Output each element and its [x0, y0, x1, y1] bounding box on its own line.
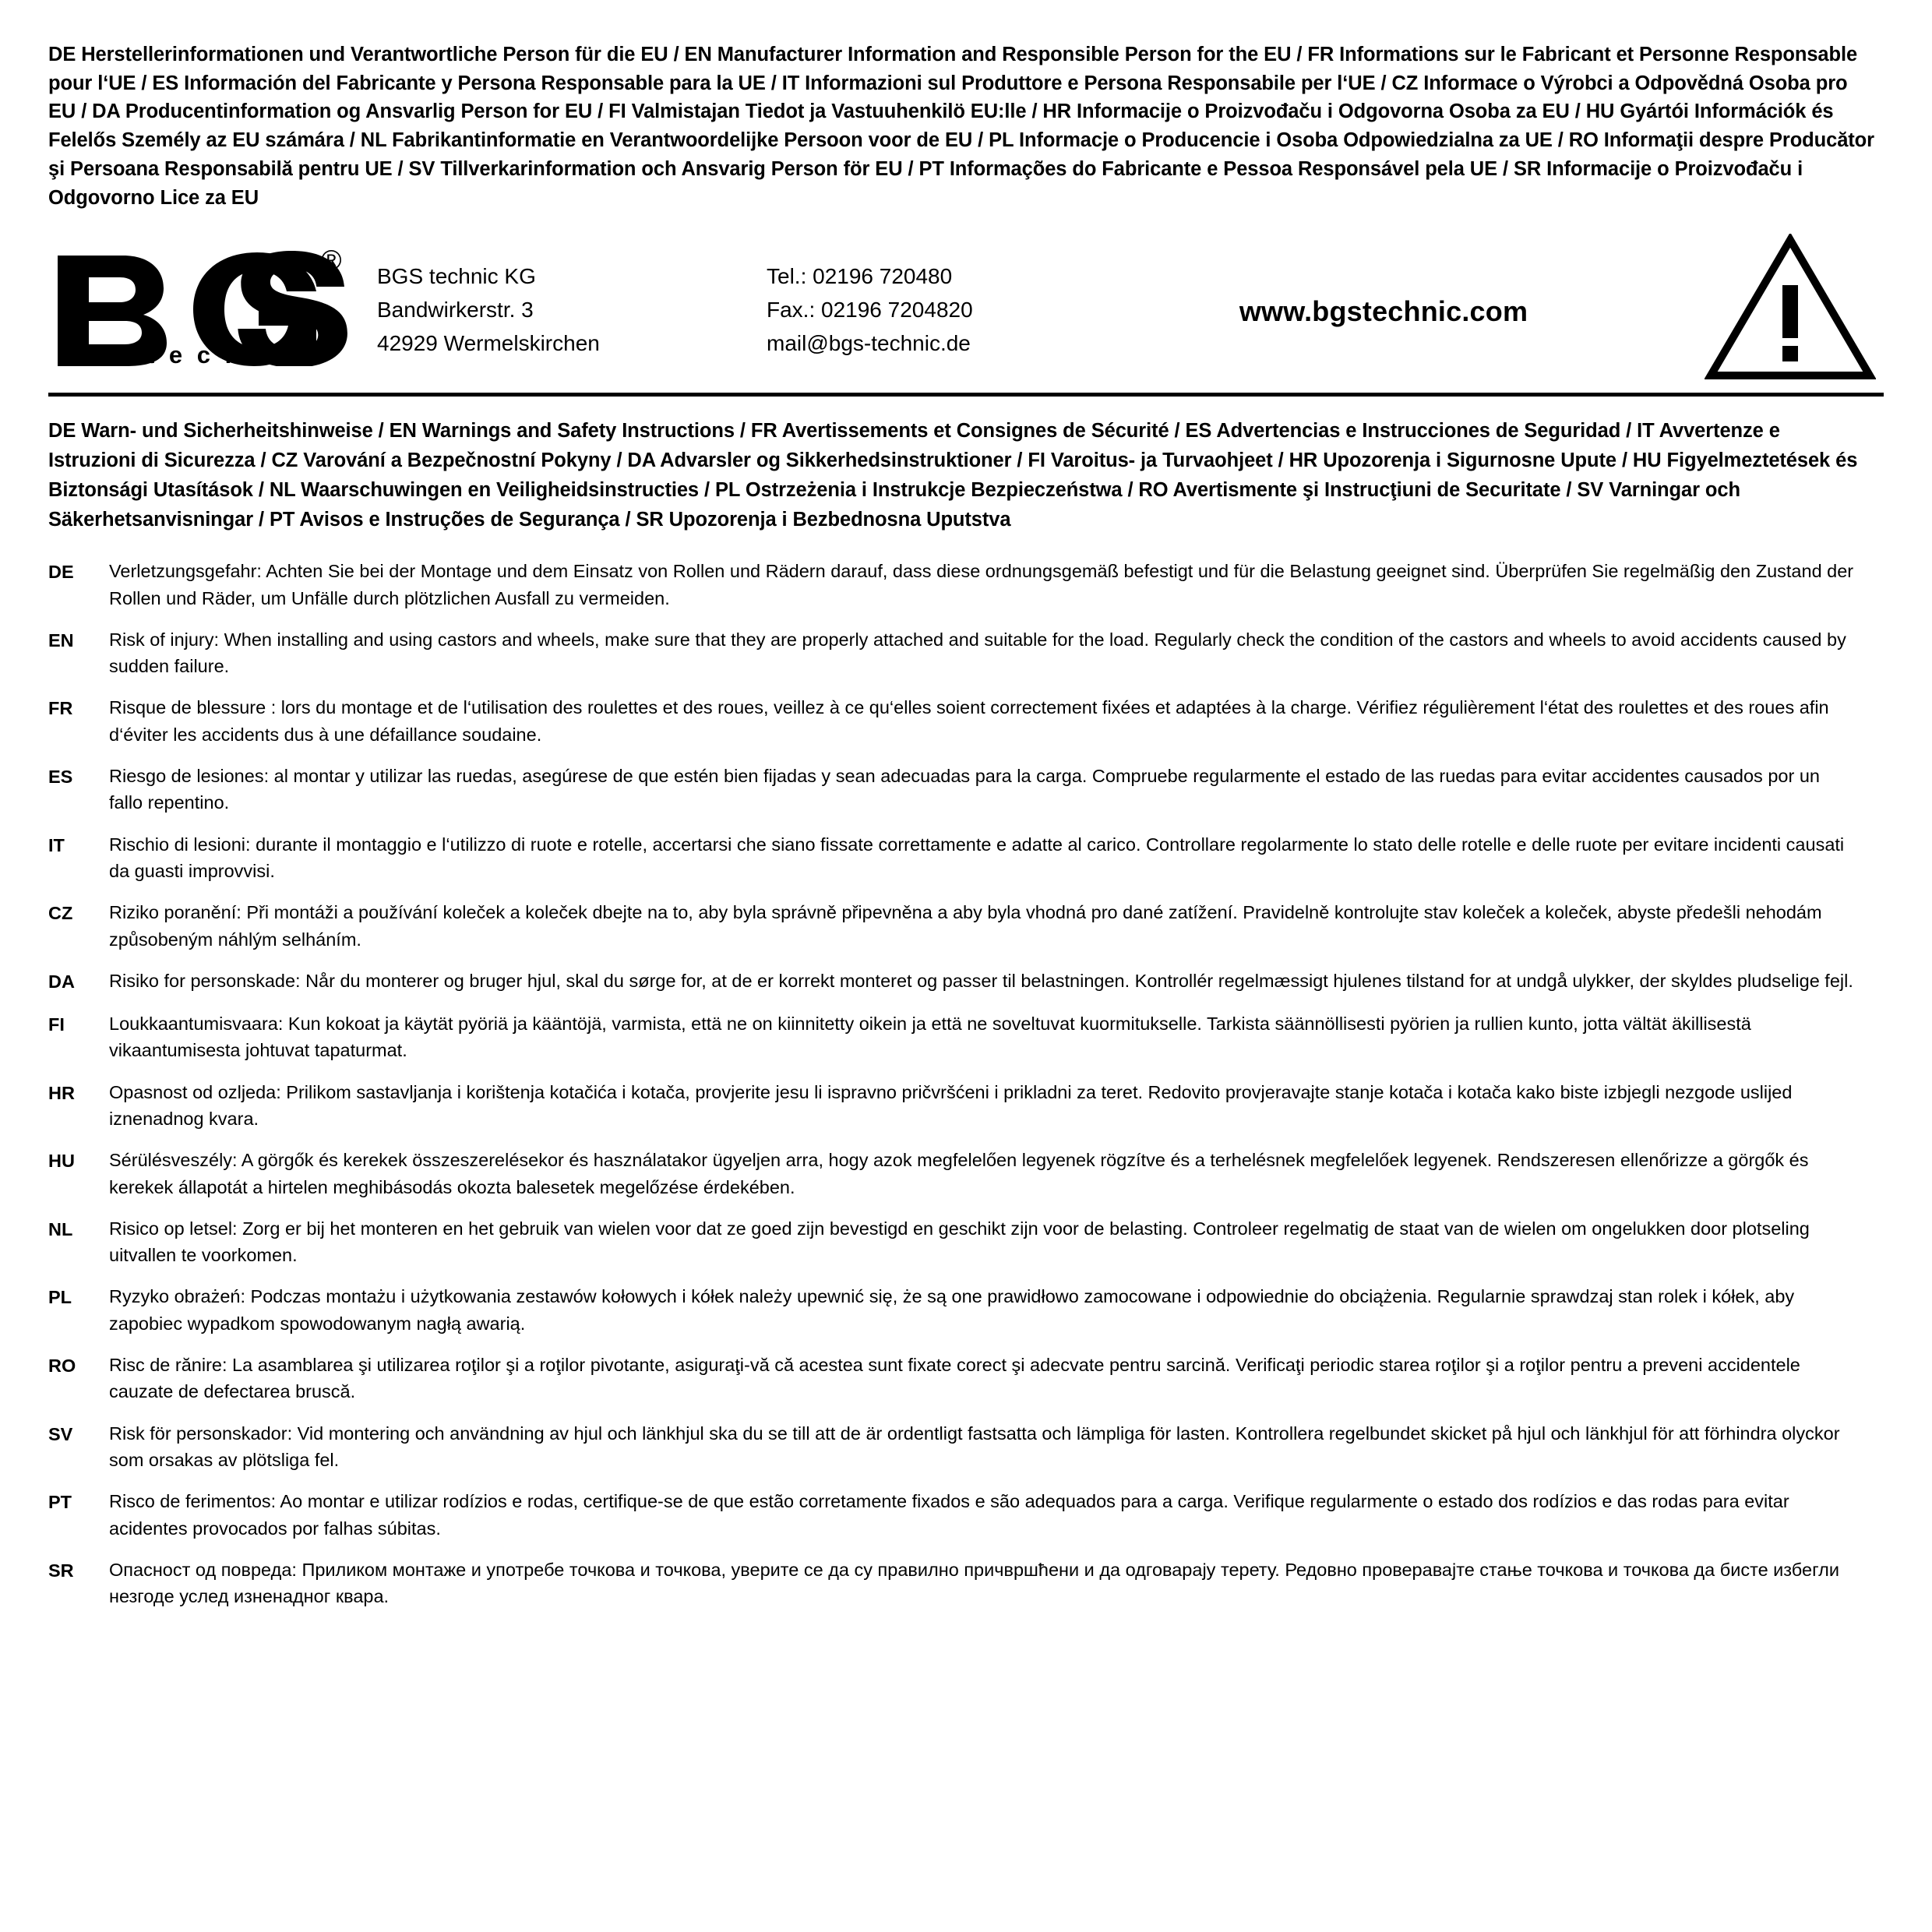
language-text: Riziko poranění: Při montáži a používání koleček a koleček dbejte na to, aby byla správně připevněna a aby byla vhodná pro dané zatížení. Pravidelně kontrolujte stav koleček a koleček, abyste předešli nehodám způsobeným náhlým selháním.	[109, 902, 1822, 950]
language-text: Risc de rănire: La asamblarea şi utilizarea roţilor şi a roţilor pivotante, asiguraţi-vă că acestea sunt fixate corect şi adecvate pentru sarcină. Verificaţi periodic starea roţilor şi a roţilor pentru a preveni accidentele cauzate de defectarea bruscă.	[109, 1355, 1800, 1402]
language-code: PT	[48, 1492, 72, 1513]
company-name: BGS technic KG	[377, 264, 536, 289]
list-item	[48, 1557, 1884, 1610]
company-fax: Fax.: 02196 7204820	[767, 298, 973, 323]
language-code: SR	[48, 1560, 74, 1581]
warnings-safety-heading: DE Warn- und Sicherheitshinweise / EN Warnings and Safety Instructions / FR Avertissements et Consignes de Sécurité / ES Advertencias e Instrucciones de Seguridad / IT Avvertenze e Istruzioni di Sicurezza / CZ Varování a Bezpečnostní Pokyny / DA Advarsler og Sikkerhedsinstruktioner / FI Varoitus- ja Turvaohjeet / HR Upozorenja i Sigurnosne Upute / HU Figyelmeztetések és Biztonsági Utasítások / NL Waarschuwingen en Veiligheidsinstructies / PL Ostrzeżenia i Instrukcje Bezpieczeństwa / RO Avertismente şi Instrucţiuni de Securitate / SV Varningar och Säkerhetsanvisningar / PT Avisos e Instruções de Segurança / SR Upozorenja i Bezbednosna Uputstva	[48, 420, 1858, 531]
language-text: Опасност од повреда: Приликом монтаже и употребе точкова и точкова, уверите се да су правилно причвршћени и да одговарају терету. Редовно проверавајте стање точкова и точкова да бисте избегли незгоде услед изненадног квара.	[109, 1559, 1839, 1607]
language-code: FI	[48, 1014, 65, 1035]
bgs-logo-graphic	[51, 249, 355, 366]
company-city: 42929 Wermelskirchen	[377, 330, 600, 355]
manufacturer-information-heading: DE Herstellerinformationen und Verantwortliche Person für die EU / EN Manufacturer Information and Responsible Person for the EU / FR Informations sur le Fabricant et Personne Responsable pour l‘UE / ES Información del Fabricante y Persona Responsable para la UE / IT Informazioni sul Produttore e Persona Responsabile per l‘UE / CZ Informace o Výrobci a Odpovědná Osoba pro EU / DA Producentinformation og Ansvarlig Person for EU / FI Valmistajan Tiedot ja Vastuuhenkilö EU:lle / HR Informacije o Proizvođaču i Odgovorna Osoba za EU / HU Gyártói Információk és Felelős Személy az EU számára / NL Fabrikantinformatie en Verantwoordelijke Persoon voor de EU / PL Informacje o Producencie i Osoba Odpowiedzialna za UE / RO Informaţii despre Producător şi Persoana Responsabilă pentru UE / SV Tillverkarinformation och Ansvarig Person för EU / PT Informações do Fabricante e Pessoa Responsável pela UE / SR Informacije o Proizvođaču i Odgovorno Lice za EU	[48, 44, 1874, 209]
language-text: Ryzyko obrażeń: Podczas montażu i użytkowania zestawów kołowych i kółek należy upewnić się, że są one prawidłowo zamocowane i odpowiednie do obciążenia. Regularnie sprawdzaj stan rolek i kółek, aby zapobiec wypadkom spowodowanym nagłą awarią.	[109, 1286, 1795, 1334]
language-code: ES	[48, 767, 73, 788]
language-code: PL	[48, 1287, 72, 1308]
language-text: Sérülésveszély: A görgők és kerekek összeszerelésekor és használatakor ügyeljen arra, hogy azok megfelelően legyenek rögzítve és a terhelésnek megfelelőek legyenek. Rendszeresen ellenőrizze a görgők és kerekek állapotát a hirtelen meghibásodás okozta balesetek megelőzése érdekében.	[109, 1150, 1809, 1197]
company-email[interactable]: mail@bgs-technic.de	[767, 330, 971, 355]
language-code: EN	[48, 629, 74, 650]
company-info-band	[48, 226, 1884, 390]
list-item	[48, 1010, 1884, 1064]
list-item	[48, 763, 1884, 816]
company-website[interactable]: www.bgstechnic.com	[1239, 295, 1528, 328]
language-code: HR	[48, 1082, 75, 1103]
list-item	[48, 1147, 1884, 1200]
list-item	[48, 626, 1884, 680]
language-text: Risiko for personskade: Når du monterer og bruger hjul, skal du sørge for, at de er korrekt monteret og passer til belastningen. Kontrollér regelmæssigt hjulenes tilstand for at undgå ulykker, der skyldes pludselige fejl.	[109, 970, 1853, 991]
list-item	[48, 558, 1884, 612]
language-code: RO	[48, 1356, 76, 1377]
language-code: HU	[48, 1151, 75, 1172]
company-street: Bandwirkerstr. 3	[377, 298, 534, 323]
language-text: Rischio di lesioni: durante il montaggio e l‘utilizzo di ruote e rotelle, accertarsi che siano fissate correttamente e adatte al carico. Controllare regolarmente lo stato delle rotelle e delle ruote per evitare incidenti causati da guasti improvvisi.	[109, 834, 1845, 881]
language-text: Verletzungsgefahr: Achten Sie bei der Montage und dem Einsatz von Rollen und Rädern darauf, dass diese ordnungsgemäß befestigt und für die Belastung geeignet sind. Überprüfen Sie regelmäßig den Zustand der Rollen und Räder, um Unfälle durch plötzlichen Ausfall zu vermeiden.	[109, 561, 1854, 608]
svg-text:®: ®	[321, 249, 342, 277]
list-item	[48, 1488, 1884, 1542]
list-item	[48, 1215, 1884, 1269]
list-item	[48, 1352, 1884, 1405]
language-text: Risk of injury: When installing and using castors and wheels, make sure that they are properly attached and suitable for the load. Regularly check the condition of the castors and wheels to avoid accidents caused by sudden failure.	[109, 629, 1846, 677]
language-text: Loukkaantumisvaara: Kun kokoat ja käytät pyöriä ja kääntöjä, varmista, että ne on kiinnitetty oikein ja että ne soveltuvat kuormitukselle. Tarkista säännöllisesti pyörien ja rullien kunto, jotta vältät äkillisestä vikaantumisesta johtuvat tapaturmat.	[109, 1014, 1751, 1061]
warning-language-list	[48, 558, 1884, 1609]
language-code: CZ	[48, 903, 73, 924]
company-contact	[767, 256, 1094, 360]
list-item	[48, 1079, 1884, 1133]
language-text: Risico op letsel: Zorg er bij het monteren en het gebruik van wielen voor dat ze goed zijn bevestigd en geschikt zijn voor de belasting. Controleer regelmatig de staat van de wielen om ongelukken door plotseling uitvallen te voorkomen.	[109, 1218, 1810, 1266]
language-code: NL	[48, 1218, 73, 1239]
language-code: FR	[48, 698, 73, 719]
list-item	[48, 694, 1884, 748]
warning-triangle-icon	[1673, 234, 1884, 382]
bgs-logo	[48, 249, 363, 366]
language-text: Risque de blessure : lors du montage et de l‘utilisation des roulettes et des roues, veillez à ce qu‘elles soient correctement fixées et adaptées à la charge. Vérifiez régulièrement l‘état des roulettes et des roues afin d‘éviter les accidents dus à une défaillance soudaine.	[109, 697, 1829, 745]
list-item	[48, 1283, 1884, 1337]
bgs-logo-subtext: t e c h n i c	[146, 341, 323, 367]
company-address	[363, 256, 767, 360]
warning-triangle-graphic	[1705, 234, 1876, 382]
language-text: Opasnost od ozljeda: Prilikom sastavljanja i korištenja kotačića i kotača, provjerite jesu li ispravno pričvršćeni i prikladni za teret. Redovito provjeravajte stanje kotača i kotača kako biste izbjegli nezgode uslijed iznenadnog kvara.	[109, 1081, 1793, 1129]
language-text: Risco de ferimentos: Ao montar e utilizar rodízios e rodas, certifique-se de que estão corretamente fixados e são adequados para a carga. Verifique regularmente o estado dos rodízios e das rodas para evitar acidentes provocados por falhas súbitas.	[109, 1491, 1789, 1539]
list-item	[48, 831, 1884, 885]
language-code: SV	[48, 1423, 73, 1444]
language-text: Risk för personskador: Vid montering och användning av hjul och länkhjul ska du se till att de är ordentligt fastsatta och lämpliga för lasten. Kontrollera regelbundet skicket på hjul och länkhjul för att förhindra olyckor som orsakas av plötsliga fel.	[109, 1423, 1840, 1470]
horizontal-divider	[48, 393, 1884, 397]
list-item	[48, 899, 1884, 953]
language-code: DA	[48, 971, 75, 992]
company-tel: Tel.: 02196 720480	[767, 264, 953, 289]
language-code: IT	[48, 834, 65, 855]
language-text: Riesgo de lesiones: al montar y utilizar las ruedas, asegúrese de que estén bien fijadas y sean adecuadas para la carga. Compruebe regularmente el estado de las ruedas para evitar accidentes causados por un fallo repentino.	[109, 766, 1820, 813]
language-code: DE	[48, 562, 74, 583]
list-item	[48, 968, 1884, 996]
list-item	[48, 1420, 1884, 1474]
